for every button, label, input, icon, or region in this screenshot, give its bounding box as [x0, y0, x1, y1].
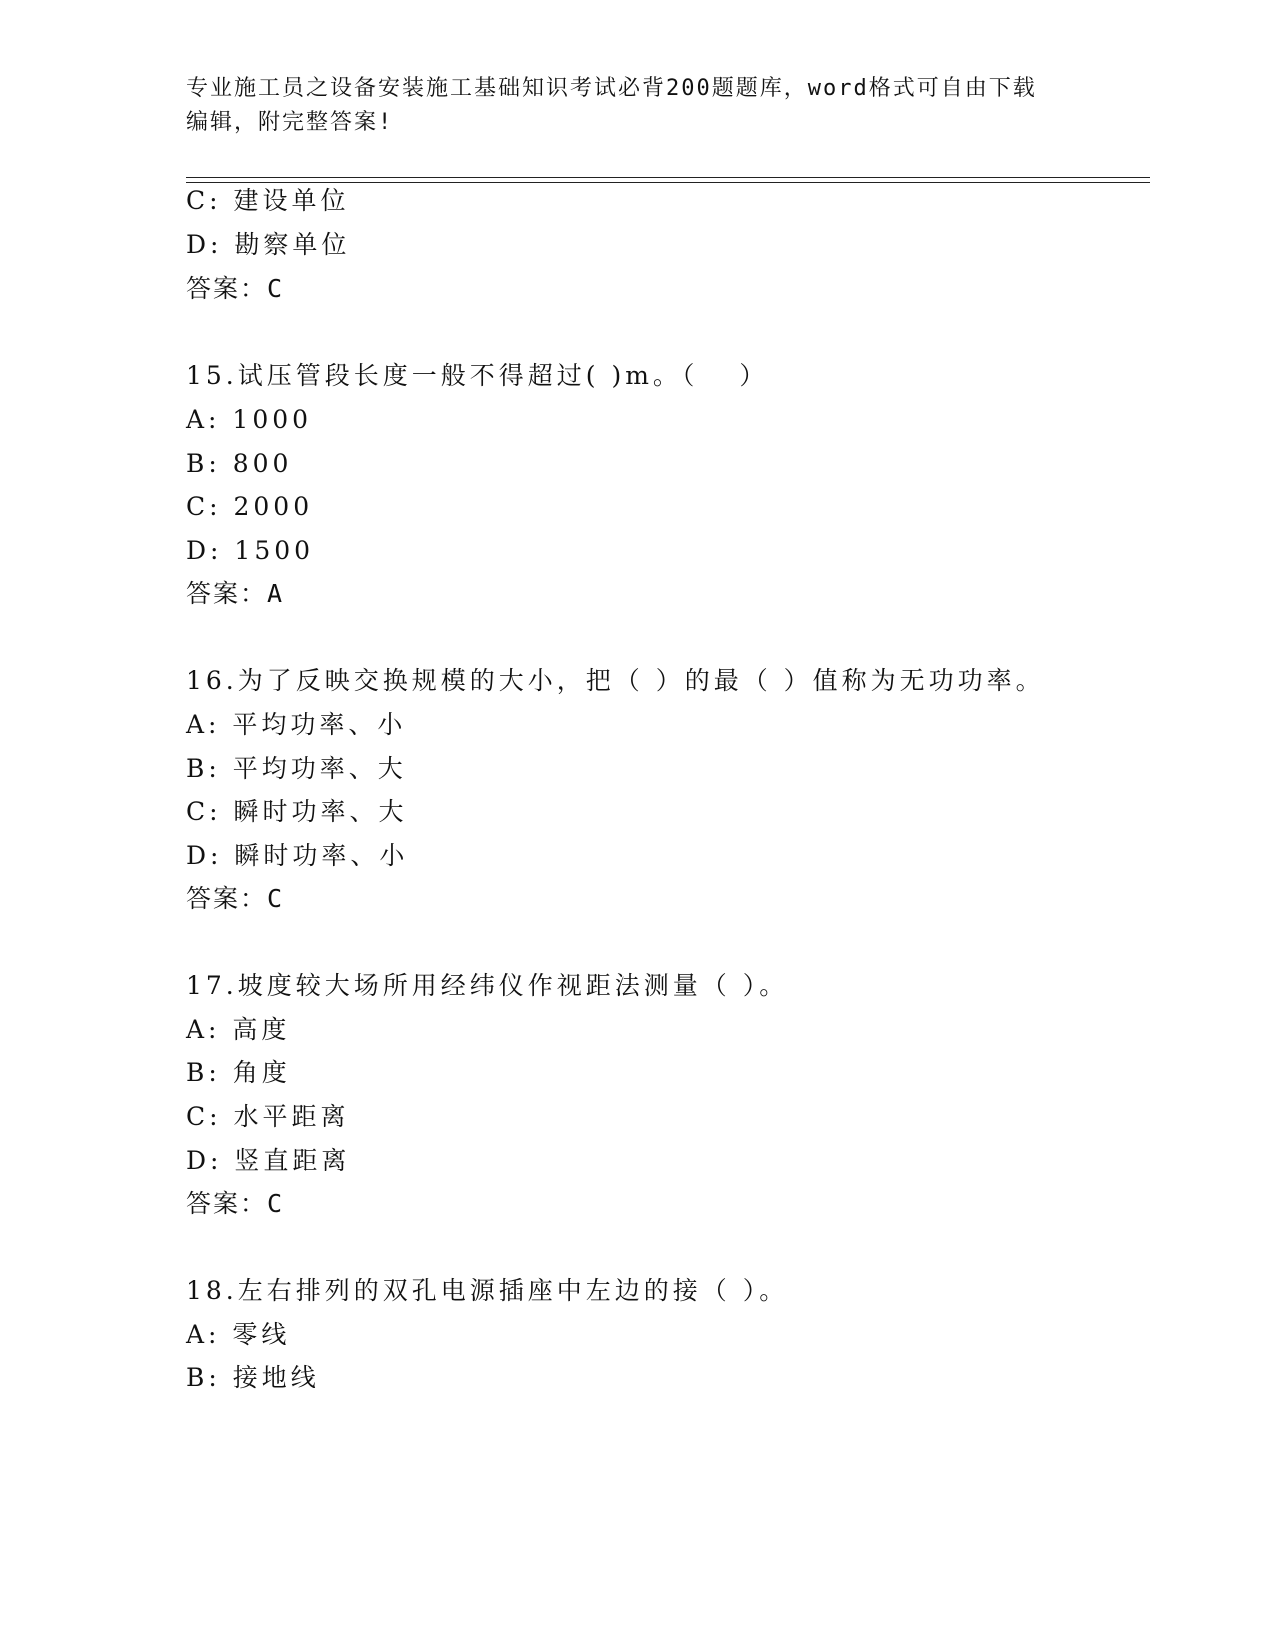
option-a: A: 1000	[186, 405, 313, 434]
option-b: B: 接地线	[186, 1363, 320, 1392]
answer-line: 答案：C	[186, 1189, 285, 1218]
option-c: C: 水平距离	[186, 1102, 350, 1131]
document-title-line-2: 编辑，附完整答案!	[186, 110, 394, 135]
option-c: C: 建设单位	[186, 186, 350, 215]
answer-line: 答案：A	[186, 579, 285, 608]
option-b: B: 角度	[186, 1058, 291, 1087]
option-d: D: 竖直距离	[186, 1146, 351, 1175]
question-stem-17: 17.坡度较大场所用经纬仪作视距法测量（ ）。	[186, 971, 789, 1000]
answer-line: 答案：C	[186, 274, 285, 303]
option-b: B: 800	[186, 449, 293, 478]
option-d: D: 1500	[186, 536, 315, 565]
option-d: D: 勘察单位	[186, 230, 351, 259]
option-c: C: 瞬时功率、大	[186, 797, 408, 826]
document-title-line-1: 专业施工员之设备安装施工基础知识考试必背200题题库，word格式可自由下载	[186, 76, 1037, 101]
document-header	[186, 72, 1086, 140]
question-stem-18: 18.左右排列的双孔电源插座中左边的接（ ）。	[186, 1276, 789, 1305]
option-a: A: 平均功率、小	[186, 710, 407, 739]
question-stem-15: 15.试压管段长度一般不得超过( )m。（ ）	[186, 361, 769, 390]
question-stem-16: 16.为了反映交换规模的大小，把（ ）的最（ ）值称为无功功率。	[186, 666, 1045, 695]
option-a: A: 零线	[186, 1320, 291, 1349]
option-d: D: 瞬时功率、小	[186, 841, 409, 870]
header-divider-bottom	[186, 182, 1150, 183]
answer-line: 答案：C	[186, 884, 285, 913]
option-c: C: 2000	[186, 492, 314, 521]
header-divider-top	[186, 177, 1150, 178]
option-a: A: 高度	[186, 1015, 291, 1044]
option-b: B: 平均功率、大	[186, 754, 407, 783]
